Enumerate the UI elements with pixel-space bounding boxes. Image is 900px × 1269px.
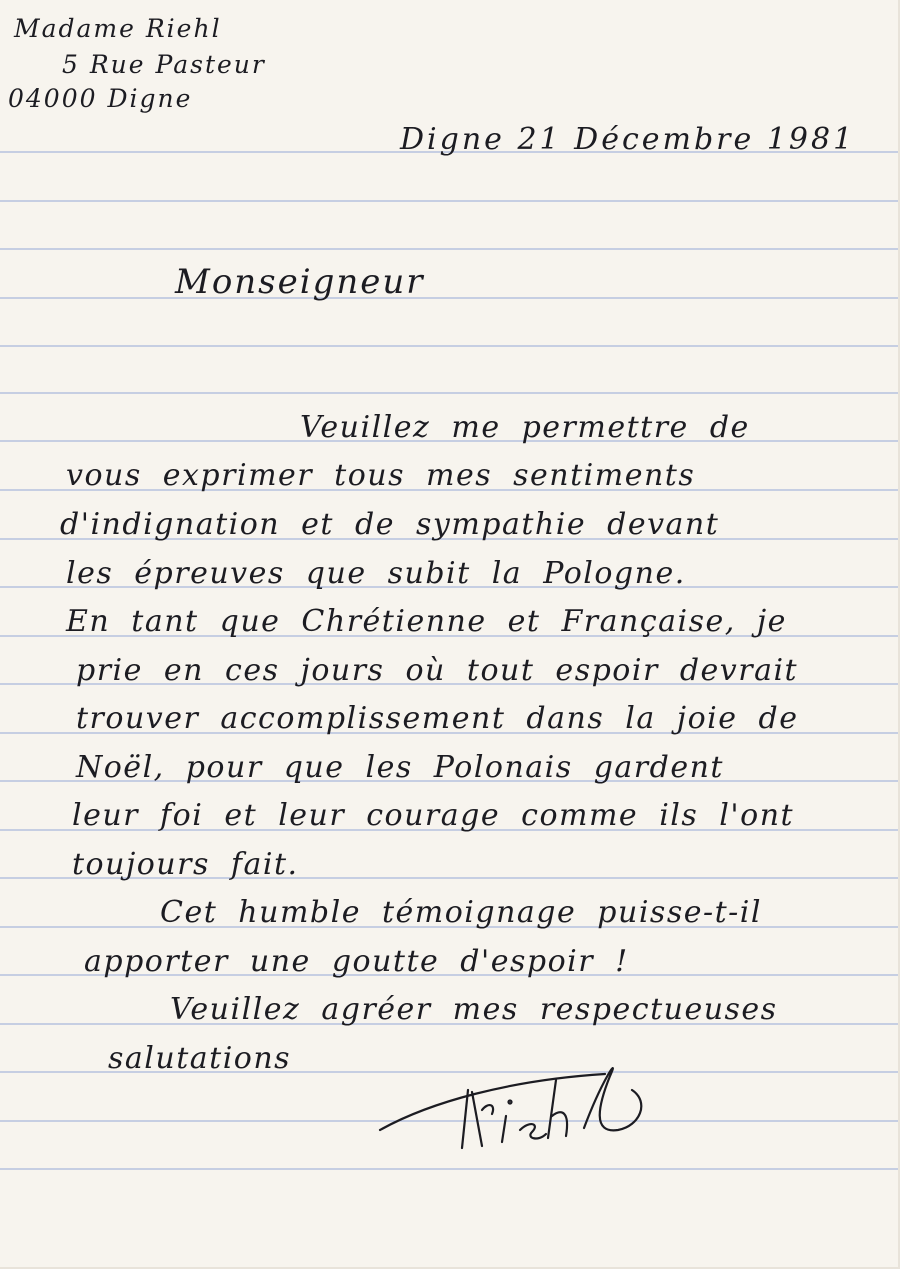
- body-line: Noël, pour que les Polonais gardent: [76, 750, 724, 785]
- date-line: Digne 21 Décembre 1981: [400, 122, 856, 157]
- body-line: d'indignation et de sympathie devant: [60, 507, 720, 542]
- sender-city: 04000 Digne: [8, 84, 193, 113]
- body-line: leur foi et leur courage comme ils l'ont: [72, 798, 795, 833]
- body-line: les épreuves que subit la Pologne.: [66, 556, 686, 591]
- sender-name: Madame Riehl: [14, 14, 222, 43]
- signature: [370, 1050, 670, 1160]
- salutation: Monseigneur: [175, 262, 425, 302]
- body-line: toujours fait.: [72, 847, 299, 882]
- body-line: En tant que Chrétienne et Française, je: [66, 604, 787, 639]
- body-line: Veuillez agréer mes respectueuses: [170, 992, 778, 1027]
- body-line: apporter une goutte d'espoir !: [84, 944, 629, 979]
- body-line: Veuillez me permettre de: [300, 410, 750, 445]
- body-line: vous exprimer tous mes sentiments: [66, 458, 696, 493]
- body-line: salutations: [108, 1041, 292, 1076]
- sender-street: 5 Rue Pasteur: [62, 50, 266, 79]
- body-line: Cet humble témoignage puisse-t-il: [160, 895, 762, 930]
- body-line: trouver accomplissement dans la joie de: [76, 701, 799, 736]
- body-line: prie en ces jours où tout espoir devrait: [76, 653, 799, 688]
